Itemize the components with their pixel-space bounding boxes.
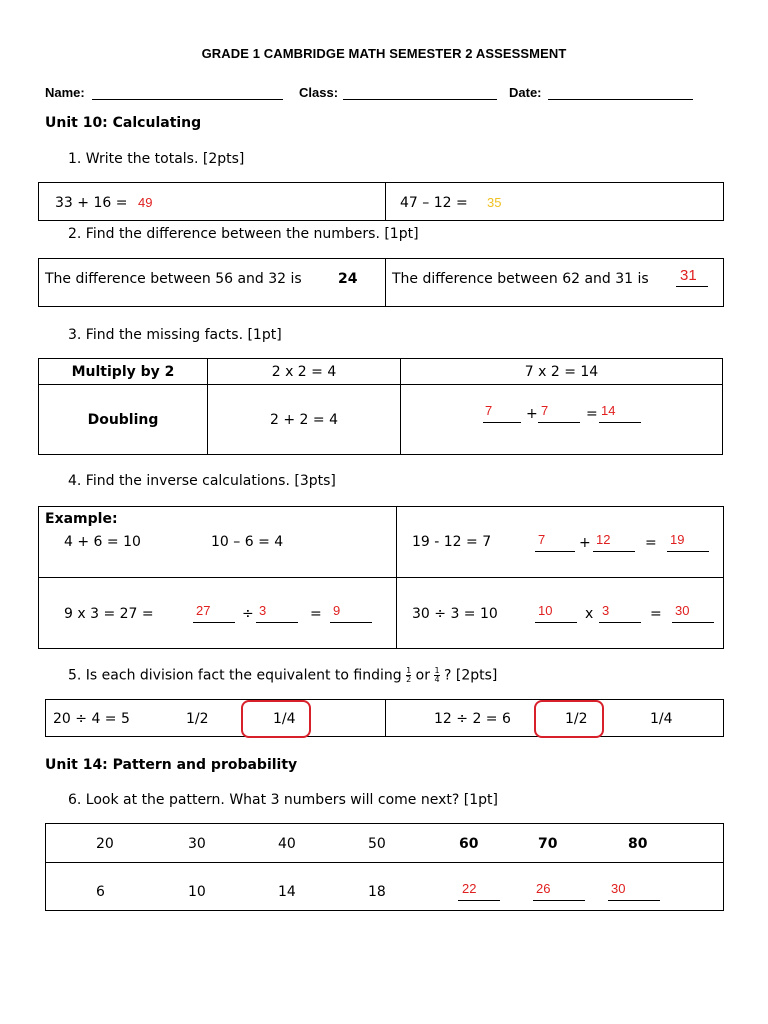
- q4-bl-answer-2: 3: [259, 603, 267, 618]
- q3-answer-3: 14: [601, 403, 616, 418]
- q1-left-answer: 49: [138, 195, 153, 210]
- q5-right-selected-circle: [534, 700, 604, 738]
- q2-prompt: 2. Find the difference between the numbers. [1pt]: [68, 226, 419, 242]
- q5-prompt-part-a: 5. Is each division fact the equivalent to finding: [68, 667, 402, 684]
- q3-row2-fact1: 2 + 2 = 4: [208, 385, 401, 455]
- q6-answer-3: 30: [611, 881, 626, 896]
- q4-br-answer-1: 10: [538, 603, 553, 618]
- q5-left-option-quarter[interactable]: 1/4: [273, 711, 296, 727]
- q1-prompt: 1. Write the totals. [2pts]: [68, 151, 245, 167]
- q6-row2-cell: [46, 863, 724, 911]
- q3-answer-2: 7: [541, 403, 549, 418]
- q6-row1-val-5: 60: [459, 836, 479, 852]
- q6-row2-val-2: 10: [188, 884, 206, 900]
- q1-table: [38, 182, 724, 221]
- name-label: Name:: [45, 85, 85, 100]
- q5-table: [45, 699, 724, 737]
- q6-table: [45, 823, 724, 911]
- q5-right-fact: 12 ÷ 2 = 6: [434, 711, 511, 727]
- q4-tr-fact: 19 - 12 = 7: [412, 534, 492, 550]
- q4-tr-answer-1: 7: [538, 532, 546, 547]
- q6-row1-val-3: 40: [278, 836, 296, 852]
- q2-right-answer: 31: [680, 267, 697, 284]
- q5-left-fact: 20 ÷ 4 = 5: [53, 711, 130, 727]
- q4-bl-answer-3: 9: [333, 603, 341, 618]
- q6-row1-val-2: 30: [188, 836, 206, 852]
- fraction-half: 1 2: [406, 666, 412, 684]
- q4-br-fact: 30 ÷ 3 = 10: [412, 606, 498, 622]
- q6-answer-1: 22: [462, 881, 477, 896]
- date-label: Date:: [509, 85, 542, 100]
- q4-bl-divide: ÷: [242, 606, 254, 622]
- q1-left-expr: 33 + 16 =: [55, 195, 128, 211]
- q4-tr-equals: =: [645, 535, 657, 551]
- q3-table: [38, 358, 723, 455]
- q4-tr-answer-2: 12: [596, 532, 611, 547]
- q5-left-selected-circle: [241, 700, 311, 738]
- q4-table: [38, 506, 724, 649]
- q5-prompt-part-b: or: [415, 667, 430, 684]
- q2-left-text: The difference between 56 and 32 is: [45, 271, 302, 287]
- q4-bl-equals: =: [310, 606, 322, 622]
- q1-right-expr: 47 – 12 =: [400, 195, 468, 211]
- q4-br-answer-2: 3: [602, 603, 610, 618]
- fraction-quarter: 1 4: [434, 666, 440, 684]
- q4-bl-answer-1: 27: [196, 603, 211, 618]
- class-label: Class:: [299, 85, 339, 100]
- q4-example-2: 10 – 6 = 4: [211, 534, 284, 550]
- unit-10-heading: Unit 10: Calculating: [45, 115, 202, 131]
- q6-row2-val-3: 14: [278, 884, 296, 900]
- q6-row2-val-1: 6: [96, 884, 105, 900]
- q4-tr-plus: +: [579, 535, 591, 551]
- q4-bl-fact: 9 x 3 = 27 =: [64, 606, 154, 622]
- q3-answer-1: 7: [485, 403, 493, 418]
- q3-row1-fact2: 7 x 2 = 14: [401, 359, 723, 385]
- q4-example-1: 4 + 6 = 10: [64, 534, 141, 550]
- q4-tr-answer-3: 19: [670, 532, 685, 547]
- q6-row2-val-4: 18: [368, 884, 386, 900]
- q3-plus: +: [526, 406, 538, 422]
- q3-equals: =: [586, 406, 598, 422]
- q6-row1-val-1: 20: [96, 836, 114, 852]
- q3-row1-label: Multiply by 2: [39, 359, 208, 385]
- q6-row1-cell: [46, 824, 724, 863]
- q3-row2-label: Doubling: [39, 385, 208, 455]
- q2-left-answer: 24: [338, 271, 358, 287]
- date-field[interactable]: [548, 99, 693, 100]
- q1-right-answer: 35: [487, 195, 502, 210]
- q6-row1-val-4: 50: [368, 836, 386, 852]
- q4-example-label: Example:: [45, 511, 118, 527]
- q5-left-option-half[interactable]: 1/2: [186, 711, 209, 727]
- q6-prompt: 6. Look at the pattern. What 3 numbers will come next? [1pt]: [68, 792, 498, 808]
- unit-14-heading: Unit 14: Pattern and probability: [45, 757, 298, 773]
- q5-prompt: [68, 667, 497, 684]
- q6-row1-val-6: 70: [538, 836, 558, 852]
- q4-br-equals: =: [650, 606, 662, 622]
- class-field[interactable]: [343, 99, 497, 100]
- q6-row1-val-7: 80: [628, 836, 648, 852]
- name-field[interactable]: [92, 99, 283, 100]
- q3-prompt: 3. Find the missing facts. [1pt]: [68, 327, 282, 343]
- q4-prompt: 4. Find the inverse calculations. [3pts]: [68, 473, 336, 489]
- q5-right-option-quarter[interactable]: 1/4: [650, 711, 673, 727]
- page-title: GRADE 1 CAMBRIDGE MATH SEMESTER 2 ASSESSMENT: [201, 46, 567, 61]
- q3-row1-fact1: 2 x 2 = 4: [208, 359, 401, 385]
- q2-right-text: The difference between 62 and 31 is: [392, 271, 649, 287]
- q5-right-option-half[interactable]: 1/2: [565, 711, 588, 727]
- q4-br-times: x: [585, 606, 594, 622]
- q2-table: [38, 258, 724, 307]
- q3-row2-answer-cell: [401, 385, 723, 455]
- q6-answer-2: 26: [536, 881, 551, 896]
- q4-br-answer-3: 30: [675, 603, 690, 618]
- q5-prompt-part-c: ? [2pts]: [444, 667, 498, 684]
